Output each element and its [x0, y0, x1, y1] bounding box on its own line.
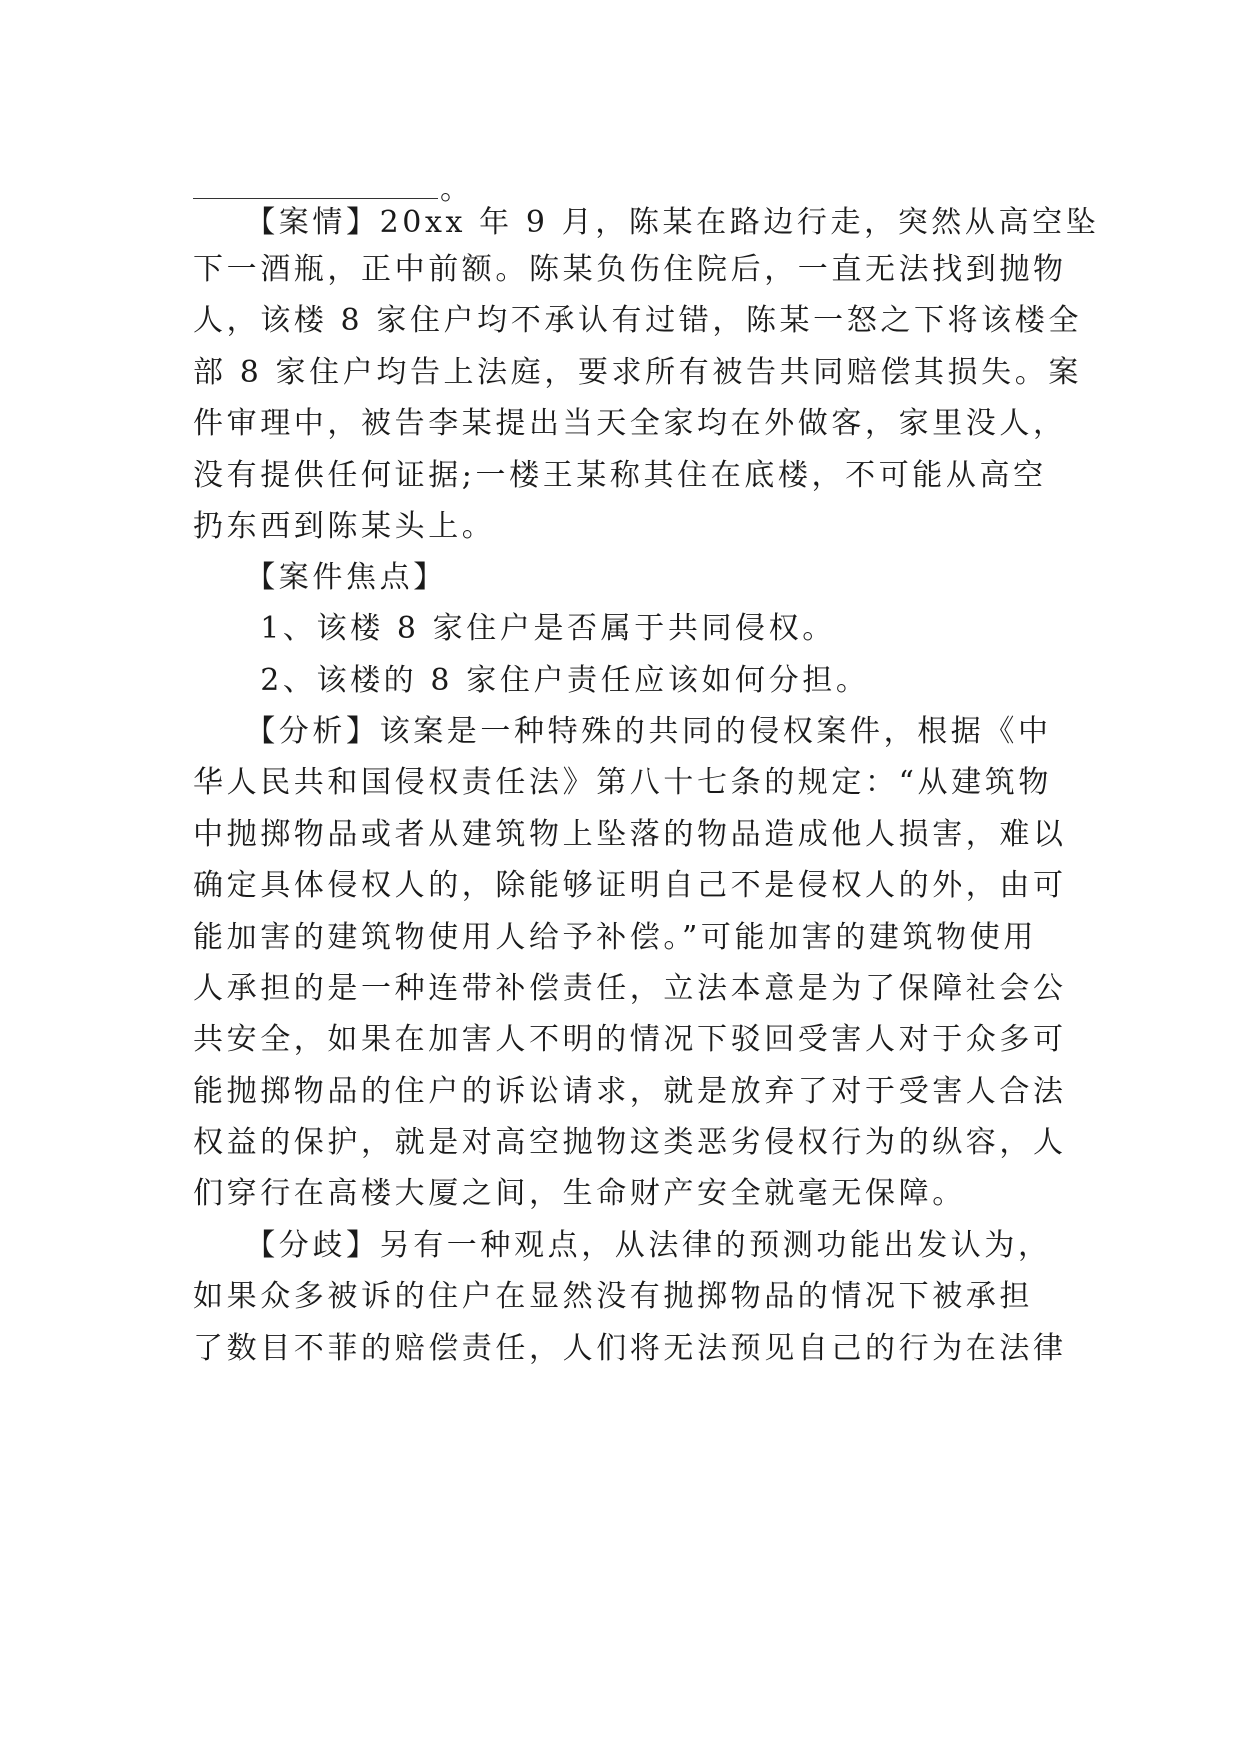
text-line: 权益的保护，就是对高空抛物这类恶劣侵权行为的纵容，人: [193, 1125, 1067, 1160]
text-line: 共安全，如果在加害人不明的情况下驳回受害人对于众多可: [193, 1022, 1067, 1057]
text-line: 下一酒瓶，正中前额。陈某负伤住院后，一直无法找到抛物: [193, 252, 1067, 287]
text-line: 部 8 家住户均告上法庭，要求所有被告共同赔偿其损失。案: [193, 355, 1082, 390]
list-item: 2、该楼的 8 家住户责任应该如何分担。: [193, 663, 870, 698]
text-line: 如果众多被诉的住户在显然没有抛掷物品的情况下被承担: [193, 1279, 1033, 1314]
text-line: 确定具体侵权人的，除能够证明自己不是侵权人的外，由可: [193, 868, 1067, 903]
text-line: 中抛掷物品或者从建筑物上坠落的物品造成他人损害，难以: [193, 817, 1067, 852]
text-line: 【案情】20xx 年 9 月，陈某在路边行走，突然从高空坠: [193, 205, 1100, 240]
text-line: 【分歧】另有一种观点，从法律的预测功能出发认为，: [193, 1228, 1052, 1263]
text-line: 能加害的建筑物使用人给予补偿。”可能加害的建筑物使用: [193, 920, 1037, 955]
text-line: 人承担的是一种连带补偿责任，立法本意是为了保障社会公: [193, 971, 1067, 1006]
text-line: 件审理中，被告李某提出当天全家均在外做客，家里没人，: [193, 406, 1067, 441]
text-line: 【分析】该案是一种特殊的共同的侵权案件，根据《中: [193, 714, 1052, 749]
text-line: 人，该楼 8 家住户均不承认有过错，陈某一怒之下将该楼全: [193, 303, 1082, 338]
text-line: 华人民共和国侵权责任法》第八十七条的规定：“从建筑物: [193, 765, 1052, 800]
text-line: 们穿行在高楼大厦之间，生命财产安全就毫无保障。: [193, 1176, 966, 1211]
fill-in-blank-line: [193, 198, 438, 199]
text-line: 没有提供任何证据;一楼王某称其住在底楼，不可能从高空: [193, 458, 1047, 493]
blank-tail-punctuation: 。: [440, 172, 470, 207]
list-item: 1、该楼 8 家住户是否属于共同侵权。: [193, 611, 836, 646]
text-line: 扔东西到陈某头上。: [193, 509, 496, 544]
section-heading: 【案件焦点】: [193, 560, 447, 595]
text-line: 能抛掷物品的住户的诉讼请求，就是放弃了对于受害人合法: [193, 1074, 1067, 1109]
text-line: 了数目不菲的赔偿责任，人们将无法预见自己的行为在法律: [193, 1331, 1067, 1366]
